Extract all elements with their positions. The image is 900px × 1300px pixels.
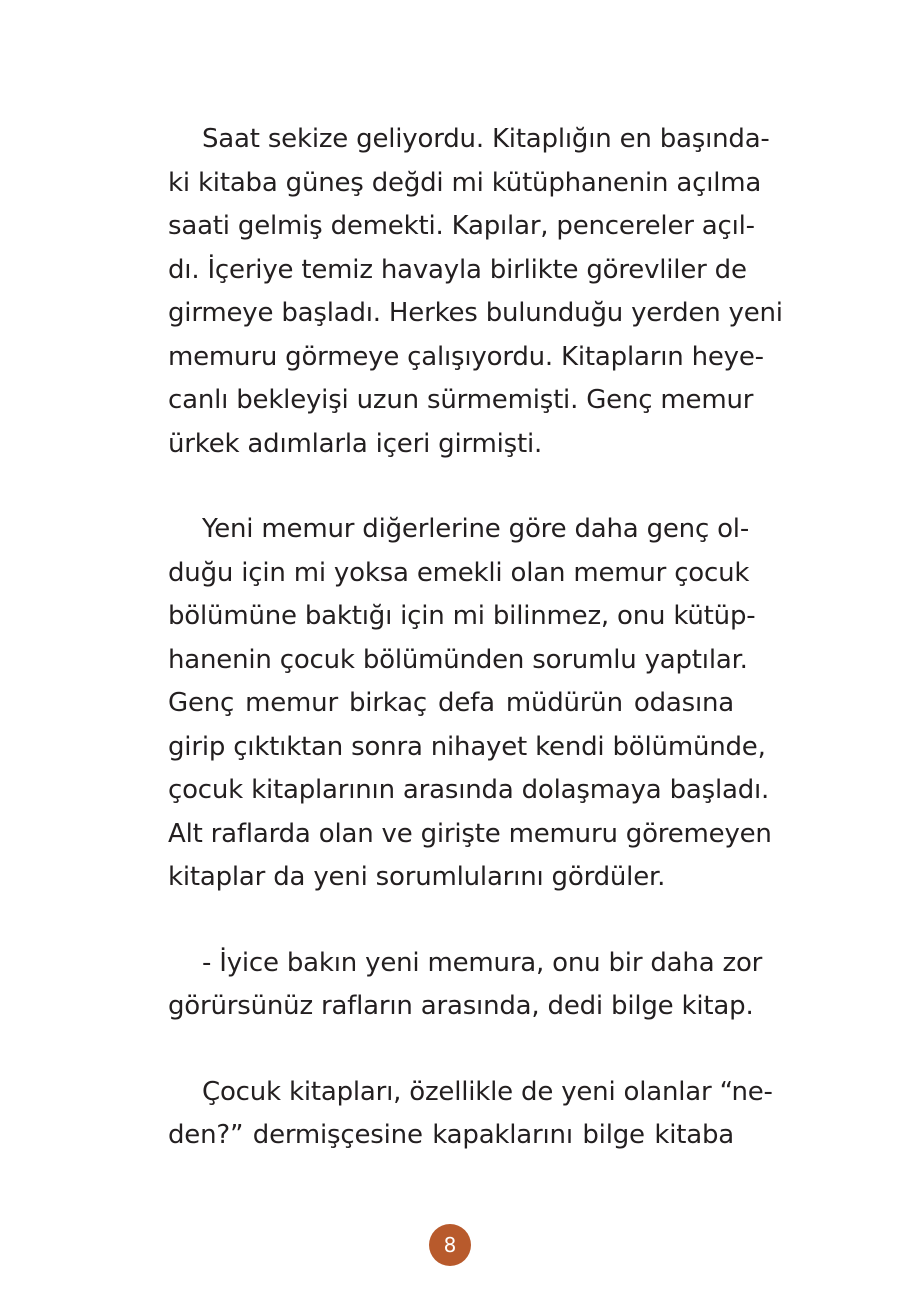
text-line: - İyice bakın yeni memura, onu bir daha zor [202,947,763,978]
text-line: Saat sekize geliyordu. Kitaplığın en başında- [202,124,770,154]
text-line: görürsünüz rafların arasında, dedi bilge kitap. [168,991,754,1021]
text-line: hanenin çocuk bölümünden sorumlu yaptılar. [168,644,748,675]
text-line: den?” dermişçesine kapaklarını bilge kitaba [168,1120,734,1150]
text-line: girmeye başladı. Herkes bulunduğu yerden yeni [168,298,783,328]
text-line: ürkek adımlarla içeri girmişti. [168,428,543,459]
text-line: ki kitaba güneş değdi mi kütüphanenin açılma [168,167,762,198]
text-line: Çocuk kitapları, özellikle de yeni olanlar “ne- [202,1076,773,1107]
text-line: Genç memur birkaç defa müdürün odasına [168,688,734,718]
text-line: duğu için mi yoksa emekli olan memur çocuk [168,557,750,588]
paragraph-1 [168,118,783,466]
text-line: canlı bekleyişi uzun sürmemişti. Genç memur [168,385,754,415]
text-line: Alt raflarda olan ve girişte memuru göremeyen [168,818,772,849]
page-body [168,118,783,1158]
paragraph-2 [168,508,772,900]
text-line: dı. İçeriye temiz havayla birlikte görevliler de [168,254,747,285]
text-line: girip çıktıktan sonra nihayet kendi bölümünde, [168,731,766,762]
text-line: memuru görmeye çalışıyordu. Kitapların heye- [168,341,764,372]
text-line: çocuk kitaplarının arasında dolaşmaya başladı. [168,775,770,805]
text-line: kitaplar da yeni sorumlularını gördüler. [168,862,666,892]
page-number-badge: 8 [429,1224,471,1266]
dialogue-paragraph [168,942,763,1029]
text-line: Yeni memur diğerlerine göre daha genç ol- [202,514,750,544]
paragraph-4 [168,1071,773,1158]
text-line: bölümüne baktığı için mi bilinmez, onu kütüp- [168,601,756,631]
text-line: saati gelmiş demekti. Kapılar, pencereler açıl- [168,211,755,241]
